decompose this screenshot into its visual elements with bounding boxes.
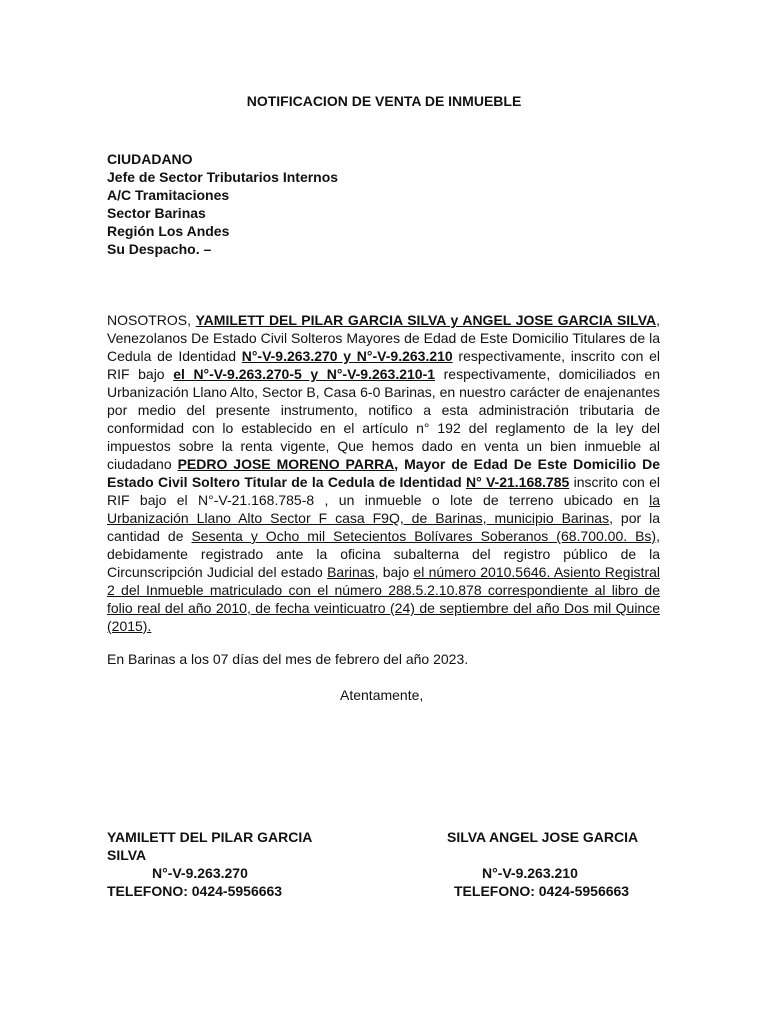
recipient-line: Su Despacho. – [107, 241, 212, 257]
property-location: la Urbanización Llano Alto Sector F casa F9Q, de Barinas, municipio Barinas [107, 492, 660, 526]
registry-state: Barinas [327, 564, 375, 580]
sellers-id-numbers: N°-V-9.263.270 y N°-V-9.263.210 [241, 348, 453, 364]
recipient-block [107, 150, 338, 258]
signer-name: SILVA ANGEL JOSE GARCIA [447, 829, 639, 845]
body-text: respectivamente, domiciliados en Urbanización Llano Alto, Sector B, Casa 6-0 Barinas, en nuestro carácter de enajenantes por medio del presente instrumento, notifico a esta administración tributaria de conformidad con lo establecido en el artículo n° 192 del reglamento de la ley del impuestos sobre la renta vigente, Que hemos dado en venta un bien inmueble al ciudadano [107, 366, 660, 472]
recipient-line: CIUDADANO [107, 151, 193, 167]
recipient-line: Región Los Andes [107, 223, 230, 239]
body-text: , por la cantidad de [107, 510, 661, 544]
body-text: NOSOTROS, [107, 312, 196, 328]
signer-id: N°-V-9.263.270 [152, 865, 248, 881]
recipient-line: Sector Barinas [107, 205, 206, 221]
body-text: inscrito con el RIF bajo el N°-V-21.168.785-8 , un inmueble o lote de terreno ubicado en [107, 474, 661, 508]
registry-details: el número 2010.5646. Asiento Registral 2 del Inmueble matriculado con el número 288.5.2.10.878 correspondiente al libro de folio real del año 2010, de fecha veinticuatro (24) de septiembre del año Dos mil Quince (2015). [107, 564, 660, 634]
body-paragraph [107, 311, 660, 635]
signature-left [107, 828, 312, 900]
signer-name: SILVA [107, 847, 147, 863]
document-title: NOTIFICACION DE VENTA DE INMUEBLE [246, 93, 522, 109]
body-text: , Mayor de Edad De Este Domicilio De Estado Civil Soltero Titular de la Cedula de Identidad [107, 456, 660, 490]
body-text: , bajo [374, 564, 414, 580]
sale-amount: Sesenta y Ocho mil Setecientos Bolívares Soberanos (68.700.00. Bs) [191, 528, 657, 544]
sellers-names: YAMILETT DEL PILAR GARCIA SILVA y ANGEL JOSE GARCIA SILVA [195, 312, 657, 328]
buyer-id-number: N° V-21.168.785 [465, 474, 570, 490]
body-text: respectivamente, inscrito con el RIF bajo [107, 348, 661, 382]
signer-phone: TELEFONO: 0424-5956663 [107, 883, 283, 899]
body-text: , [656, 312, 660, 328]
sellers-rif-numbers: el N°-V-9.263.270-5 y N°-V-9.263.210-1 [173, 366, 436, 382]
closing-date: En Barinas a los 07 días del mes de febrero del año 2023. [107, 651, 469, 667]
sign-off: Atentamente, [340, 687, 424, 703]
recipient-line: A/C Tramitaciones [107, 187, 230, 203]
body-text: Venezolanos De Estado Civil Solteros Mayores de Edad de Este Domicilio Titulares de la Cedula de Identidad [107, 330, 660, 364]
body-text: , debidamente registrado ante la oficina subalterna del registro público de la Circunscripción Judicial del estado [107, 528, 660, 580]
buyer-name: PEDRO JOSE MORENO PARRA [177, 456, 395, 472]
recipient-line: Jefe de Sector Tributarios Internos [107, 169, 339, 185]
signer-id: N°-V-9.263.210 [482, 865, 578, 881]
signer-name: YAMILETT DEL PILAR GARCIA [107, 829, 313, 845]
signer-phone: TELEFONO: 0424-5956663 [454, 883, 630, 899]
